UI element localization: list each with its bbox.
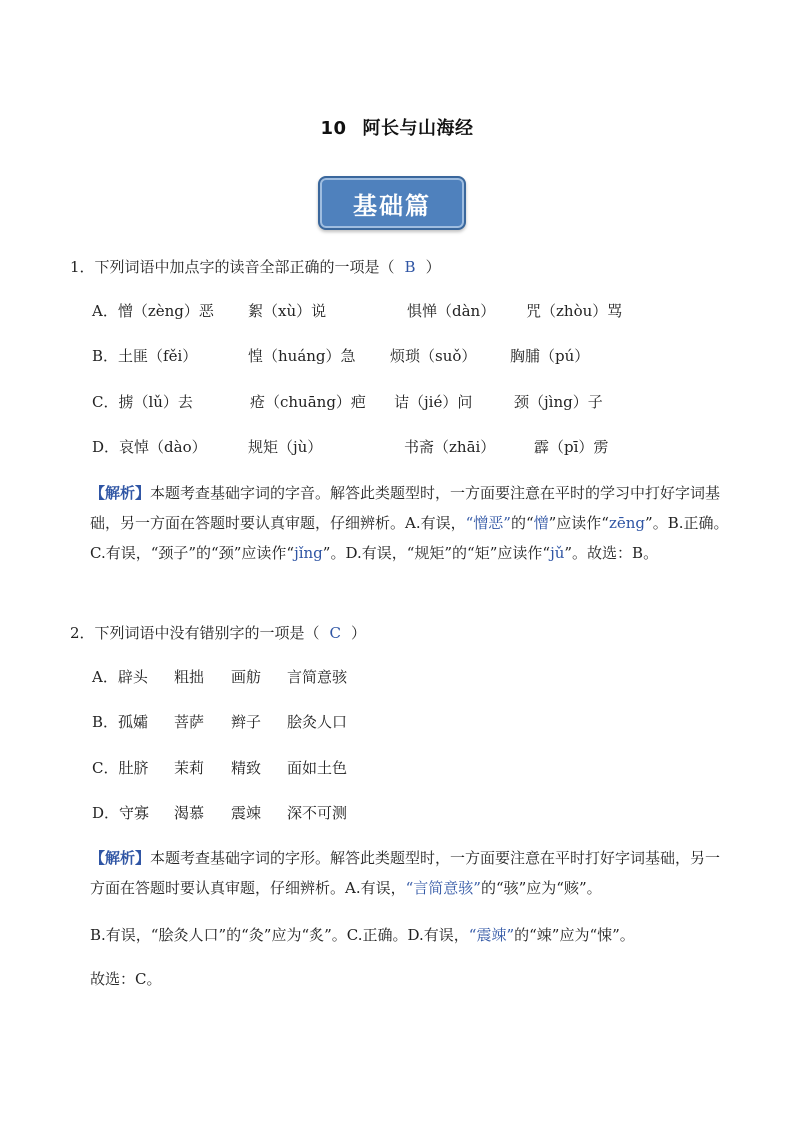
question-2-answer: C xyxy=(329,624,342,642)
analysis-tag: 【解析】 xyxy=(90,484,151,502)
q2-option-b-item: 脍灸人口 xyxy=(287,713,348,731)
question-2-analysis-line-2 xyxy=(90,924,635,945)
q2-option-b-item: 辫子 xyxy=(231,713,262,731)
q2-option-a-item: 言简意骇 xyxy=(287,668,348,686)
q1-option-b-item: 烦琐（suǒ） xyxy=(390,347,477,365)
analysis-highlight: zēng xyxy=(608,514,646,532)
q2-option-b-item: B．孤孀 xyxy=(92,713,149,731)
q1-option-c xyxy=(92,391,732,411)
question-2-close: ） xyxy=(351,624,367,642)
q2-option-a-item: A．辟头 xyxy=(92,668,148,686)
q2-option-a-item: 粗拙 xyxy=(174,668,205,686)
q2-option-a xyxy=(92,666,732,686)
analysis-highlight: 憎 xyxy=(533,514,549,532)
q1-option-c-item: 疮（chuāng）疤 xyxy=(250,393,366,411)
analysis-highlight: jǐng xyxy=(294,544,323,562)
q1-option-b-item: 惶（huáng）急 xyxy=(248,347,356,365)
analysis-highlight: “震竦” xyxy=(468,926,515,944)
q1-option-a-item: 惧惮（dàn） xyxy=(407,302,496,320)
analysis-text: B.有误，“脍灸人口”的“灸”应为“炙”。C.正确。D.有误， xyxy=(90,926,469,944)
analysis-text: 的“ xyxy=(510,514,534,532)
question-1-close: ） xyxy=(425,258,441,276)
q2-option-d-item: 震竦 xyxy=(231,804,262,822)
q1-option-c-item: 诘（jié）问 xyxy=(394,393,473,411)
lesson-title: 阿长与山海经 xyxy=(362,118,474,139)
question-2-analysis xyxy=(90,843,730,903)
q1-option-a-item: 絮（xù）说 xyxy=(248,302,327,320)
analysis-text: ”。B.正确。C.有误，“颈子”的“颈”应读作“ xyxy=(90,514,729,562)
q2-option-c-item: 茉莉 xyxy=(174,759,205,777)
q1-option-d xyxy=(92,436,732,456)
q2-option-c-item: 面如土色 xyxy=(287,759,348,777)
q2-option-c-item: 精致 xyxy=(231,759,262,777)
section-badge: 基础篇 xyxy=(318,176,466,230)
question-1-answer: B xyxy=(404,258,416,276)
analysis-highlight: “言简意骇” xyxy=(405,879,481,897)
analysis-highlight: jǔ xyxy=(550,544,565,562)
q2-option-b-item: 菩萨 xyxy=(174,713,205,731)
question-2-stem xyxy=(70,622,366,643)
question-2-conclusion: 故选：C。 xyxy=(90,970,162,988)
analysis-text: ”。D.有误，“规矩”的“矩”应读作“ xyxy=(322,544,551,562)
q2-option-d-item: D．守寡 xyxy=(92,804,150,822)
q1-option-c-item: 颈（jìng）子 xyxy=(514,393,603,411)
q1-option-d-item: 霹（pī）雳 xyxy=(534,438,609,456)
analysis-text: ”。故选：B。 xyxy=(564,544,659,562)
q1-option-d-item: 书斋（zhāi） xyxy=(404,438,496,456)
q2-option-c-item: C．肚脐 xyxy=(92,759,149,777)
q1-option-b xyxy=(92,345,732,365)
analysis-text: ”应读作“ xyxy=(548,514,609,532)
analysis-tag: 【解析】 xyxy=(90,849,151,867)
analysis-text: 本题考查基础字词的字形。解答此类题型时，一方面要注意在平时打好字词基础，另一方面在答题时要认真审题，仔细辨析。A.有误， xyxy=(90,849,721,897)
lesson-number: 10 xyxy=(320,118,347,139)
q1-option-c-item: C．掳（lǔ）去 xyxy=(92,393,193,411)
q1-option-b-item: 胸脯（pú） xyxy=(510,347,590,365)
q2-option-d xyxy=(92,802,732,822)
analysis-text: 的“骇”应为“赅”。 xyxy=(480,879,602,897)
analysis-text: 本题考查基础字词的字音。解答此类题型时，一方面要注意在平时的学习中打好字词基础，另一方面在答题时要认真审题，仔细辨析。A.有误， xyxy=(90,484,721,532)
q2-option-c xyxy=(92,757,732,777)
question-2-text: 2．下列词语中没有错别字的一项是（ xyxy=(70,624,320,642)
q2-option-d-item: 渴慕 xyxy=(174,804,205,822)
q1-option-d-item: 规矩（jù） xyxy=(248,438,323,456)
q1-option-a-item: 咒（zhòu）骂 xyxy=(526,302,623,320)
question-1-stem xyxy=(70,256,441,277)
question-1-text: 1．下列词语中加点字的读音全部正确的一项是（ xyxy=(70,258,395,276)
q1-option-d-item: D．哀悼（dào） xyxy=(92,438,207,456)
question-1-analysis xyxy=(90,478,730,568)
q2-option-a-item: 画舫 xyxy=(231,668,262,686)
q1-option-a-item: A．憎（zèng）恶 xyxy=(92,302,214,320)
page-title xyxy=(0,114,794,140)
q1-option-b-item: B．土匪（fěi） xyxy=(92,347,198,365)
q1-option-a xyxy=(92,300,732,320)
analysis-highlight: “憎恶” xyxy=(465,514,511,532)
q2-option-b xyxy=(92,711,732,731)
analysis-text: 的“竦”应为“悚”。 xyxy=(514,926,635,944)
q2-option-d-item: 深不可测 xyxy=(287,804,348,822)
